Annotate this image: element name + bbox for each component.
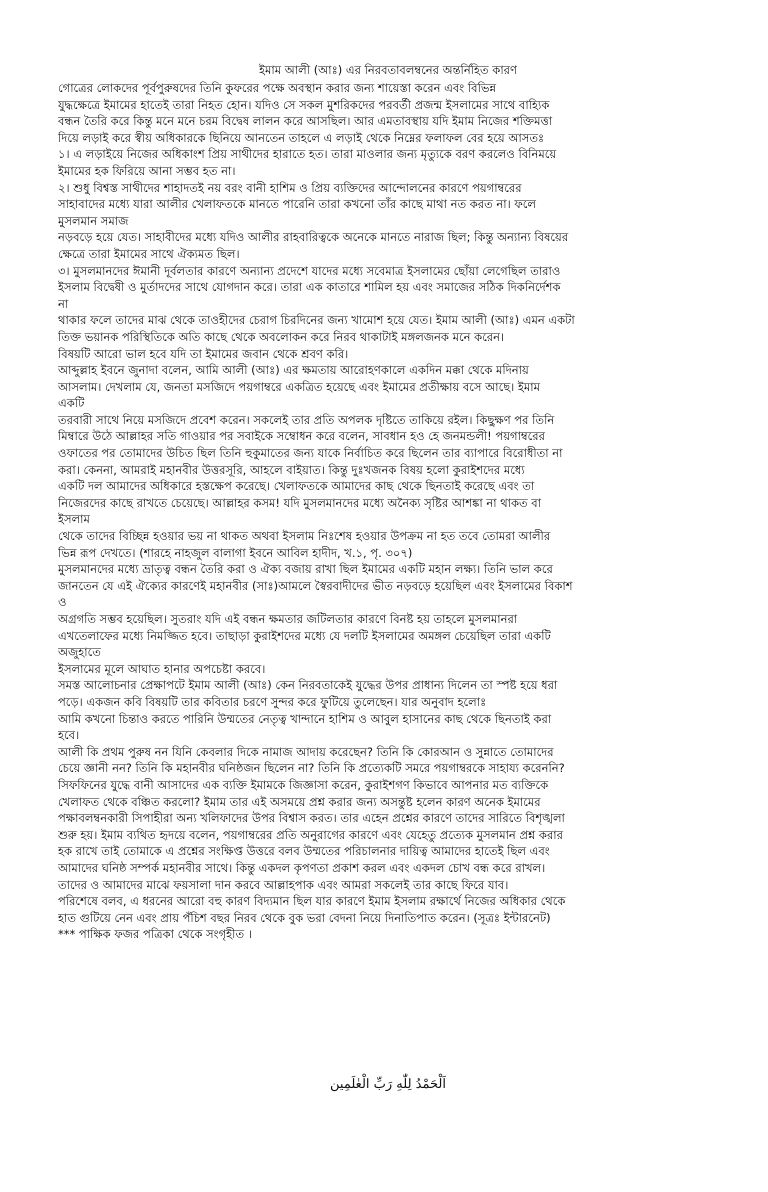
paragraph-line: আলী কি প্রথম পুরুষ নন যিনি কেবলার দিকে নামাজ আদায় করেছেন? তিনি কি কোরআন ও সুন্নাতে তোমাদের xyxy=(58,744,554,759)
paragraph-line: ইসলাম xyxy=(58,512,90,527)
paragraph-line: গোত্রের লোকদের পূর্বপুরুষদের তিনি কুফরের পক্ষে অবস্থান করার জন্য শায়েস্তা করেন এবং বিভিন্ন xyxy=(58,81,497,95)
paragraph-line: করা। কেননা, আমরাই মহানবীর উত্তরসূরি, আহলে বাইয়াত। কিন্তু দুঃখজনক বিষয় হলো কুরাইশদের মধ্যে xyxy=(58,462,525,477)
paragraph-line: ওফাতের পর তোমাদের উচিত ছিল তিনি হুকুমাতের জন্য যাকে নির্বাচিত করে ছিলেন তার ব্যাপারে বিরোধীতা না xyxy=(58,446,563,461)
paragraph-line: হাত গুটিয়ে নেন এবং প্রায় পঁচিশ বছর নিরব থেকে বুক ভরা বেদনা নিয়ে দিনাতিপাত করেন। (সূত্রঃ ইন্টারনেট) xyxy=(58,910,551,925)
paragraph-line: তাদের ও আমাদের মাঝে ফয়সালা দান করবে আল্লাহপাক এবং আমরা সকলেই তার কাছে ফিরে যাব। xyxy=(58,877,509,892)
paragraph-line: ইমামের হক ফিরিয়ে আনা সম্ভব হত না। xyxy=(58,163,236,178)
paragraph-line: পক্ষাবলম্বনকারী সিপাহীরা অন্য খলিফাদের উপর বিশ্বাস করত। তার এহেন প্রশ্নের কারণে তাদের সারিতে বিশৃঙ্খলা xyxy=(58,811,565,826)
paragraph-line: আমাদের ঘনিষ্ঠ সম্পর্ক মহানবীর সাথে। কিন্তু একদল কৃপণতা প্রকাশ করল এবং একদল চোখ বন্ধ করে রাখল। xyxy=(58,860,546,875)
paragraph-line: মুসলমানদের মধ্যে ভ্রাতৃত্ব বন্ধন তৈরি করা ও ঐক্য বজায় রাখা ছিল ইমামের একটি মহান লক্ষ্য। তিনি ভাল করে xyxy=(58,562,553,577)
paragraph-line: এখতেলাফের মধ্যে নিমজ্জিত হবে। তাছাড়া কুরাইশদের মধ্যে যে দলটি ইসলামের অমঙ্গল চেয়েছিল তারা একটি xyxy=(58,628,551,643)
paragraph-line: সমস্ত আলোচনার প্রেক্ষাপটে ইমাম আলী (আঃ) কেন নিরবতাকেই যুদ্ধের উপর প্রাধান্য দিলেন তা স্পষ্ট হয়ে ধরা xyxy=(58,678,558,693)
paragraph-line: নড়বড়ে হয়ে যেত। সাহাবীদের মধ্যে যদিও আলীর রাহবারিত্বকে অনেকে মানতে নারাজ ছিল; কিন্তু অন্যান্য বিষয়ের xyxy=(58,230,569,245)
paragraph-line: থেকে তাদের বিচ্ছিন্ন হওয়ার ভয় না থাকত অথবা ইসলাম নিঃশেষ হওয়ার উপক্রম না হত তবে তোমরা আলীর xyxy=(58,529,551,544)
paragraph-line: মিম্বারে উঠে আল্লাহর সতি গাওয়ার পর সবাইকে সম্বোধন করে বলেন, সাবধান হও হে জনমন্ডলী! পয়গাম্বরের xyxy=(58,429,545,444)
paragraph-line: পরিশেষে বলব, এ ধরনের আরো বহু কারণ বিদ্যমান ছিল যার কারণে ইমাম ইসলাম রক্ষার্থে নিজের অধিকার থেকে xyxy=(58,894,566,909)
paragraph-line: ১। এ লড়াইয়ে নিজের অধিকাংশ প্রিয় সাথীদের হারাতে হত। তারা মাওলার জন্য মৃত্যুকে বরণ করলেও বিনিময়ে xyxy=(58,147,557,162)
paragraph-line: একটি xyxy=(58,396,85,411)
paragraph-line: আসলাম। দেখলাম যে, জনতা মসজিদে পয়গাম্বরে একত্রিত হয়েছে এবং ইমামের প্রতীক্ষায় বসে আছে। ইমাম xyxy=(58,379,541,394)
paragraph-line: শুরু হয়। ইমাম ব্যথিত হৃদয়ে বলেন, পয়গাম্বরের প্রতি অনুরাগের কারণে এবং যেহেতু প্রত্যেক মুসলমান প্রশ্ন করার xyxy=(58,827,563,842)
paragraph-line: খেলাফত থেকে বঞ্চিত করলো? ইমাম তার এই অসময়ে প্রশ্ন করার জন্য অসন্তুষ্ট হলেন কারণ অনেক ইমামের xyxy=(58,794,541,809)
paragraph-line: থাকার ফলে তাদের মাঝ থেকে তাওহীদের চেরাগ চিরদিনের জন্য খামোশ হয়ে যেত। ইমাম আলী (আঃ) এমন একটা xyxy=(58,313,575,328)
document-title: ইমাম আলী (আঃ) এর নিরবতাবলম্বনের অন্তর্নিহিত কারণ xyxy=(259,63,517,77)
paragraph-line: অগ্রগতি সম্ভব হয়েছিল। সুতরাং যদি এই বন্ধন ক্ষমতার জটিলতার কারণে বিনষ্ট হয় তাহলে মুসলমানরা xyxy=(58,612,518,626)
paragraph-line: ৩। মুসলমানদের ঈমানী দূর্বলতার কারণে অন্যান্য প্রদেশে যাদের মধ্যে সবেমাত্র ইসলামের ছোঁয়া লেগেছিল তারাও xyxy=(58,263,561,278)
paragraph-line: সিফফিনের যুদ্ধে বানী আসাদের এক ব্যক্তি ইমামকে জিজ্ঞাসা করেন, কুরাইশগণ কিভাবে আপনার মত ব্যক্তিকে xyxy=(58,777,549,792)
paragraph-line: ২। শুধু বিশ্বস্ত সাথীদের শাহাদতই নয় বরং বানী হাশিম ও প্রিয় ব্যক্তিদের আন্দোলনের কারণে পয়গাম্বরের xyxy=(58,180,522,195)
paragraph-line: সাহাবাদের মধ্যে যারা আলীর খেলাফতকে মানতে পারেনি তারা কখনো তাঁর কাছে মাথা নত করত না। ফলে xyxy=(58,197,536,212)
paragraph-line: বিষয়টি আরো ভাল হবে যদি তা ইমামের জবান থেকে শ্রবণ করি। xyxy=(58,346,349,361)
paragraph-line: যুদ্ধক্ষেত্রে ইমামের হাতেই তারা নিহত হোন। যদিও সে সকল মুশরিকদের পরবর্তী প্রজন্ম ইসলামের সাথে বাহ্যিক xyxy=(58,97,550,112)
paragraph-line: একটি দল আমাদের অধিকারে হস্তক্ষেপ করেছে। খেলাফতকে আমাদের কাছ থেকে ছিনতাই করেছে এবং তা xyxy=(58,479,535,494)
paragraph-line: ক্ষেত্রে তারা ইমামের সাথে ঐক্যমত ছিল। xyxy=(58,246,240,261)
paragraph-line: তিক্ত ভয়ানক পরিস্থিতিকে অতি কাছে থেকে অবলোকন করে নিরব থাকাটাই মঙ্গলজনক মনে করেন। xyxy=(58,329,505,344)
paragraph-line: ইসলাম বিদ্বেষী ও মুর্তাদদের সাথে যোগদান করে। তারা এক কাতারে শামিল হয় এবং সমাজের সঠিক দিকনির্দেশক xyxy=(58,280,561,295)
paragraph-line: ইসলামের মূলে আঘাত হানার অপচেষ্টা করবে। xyxy=(58,661,266,676)
paragraph-line: দিয়ে লড়াই করে স্বীয় অধিকারকে ছিনিয়ে আনতেন তাহলে এ লড়াই থেকে নিম্নের ফলাফল বের হয়ে আসতঃ xyxy=(58,130,545,145)
paragraph-line: হক রাখে তাই তোমাকে এ প্রশ্নের সংক্ষিপ্ত উত্তরে বলব উম্মতের পরিচালনার দায়িত্ব আমাদের হাতেই ছিল এবং xyxy=(58,844,550,859)
paragraph-line: *** পাক্ষিক ফজর পত্রিকা থেকে সংগৃহীত । xyxy=(58,927,252,942)
paragraph-line: জানতেন যে এই ঐক্যের কারণেই মহানবীর (সাঃ)আমলে স্বৈরবাদীদের ভীত নড়বড়ে হয়েছিল এবং ইসলামের বিকাশ xyxy=(58,578,573,593)
paragraph-line: অজুহাতে xyxy=(58,645,101,660)
closing-arabic-phrase: اَلْحَمْدُ لِلّٰهِ رَبِّ الْعٰلَمِين xyxy=(330,1077,446,1092)
paragraph-line: নিজেরদের কাছে রাখতে চেয়েছে। আল্লাহর কসম! যদি মুসলমানদের মধ্যে অনৈক্য সৃষ্টির আশঙ্কা না থাকত বা xyxy=(58,495,542,510)
paragraph-line: মুসলমান সমাজ xyxy=(58,213,129,228)
paragraph-line: না xyxy=(58,296,69,311)
paragraph-line: হবে। xyxy=(58,728,80,743)
paragraph-line: আমি কখনো চিন্তাও করতে পারিনি উম্মতের নেতৃত্ব খান্দানে হাশিম ও আবুল হাসানের কাছ থেকে ছিনতাই করা xyxy=(58,711,552,726)
paragraph-line: চেয়ে জ্ঞানী নন? তিনি কি মহানবীর ঘনিষ্ঠজন ছিলেন না? তিনি কি প্রত্যেকটি সমরে পয়গাম্বরকে সাহায্য করেননি? xyxy=(58,761,565,776)
paragraph-line: তরবারী সাথে নিয়ে মসজিদে প্রবেশ করেন। সকলেই তার প্রতি অপলক দৃষ্টিতে তাকিয়ে রইল। কিছুক্ষণ পর তিনি xyxy=(58,412,555,427)
paragraph-line: পড়ে। একজন কবি বিষয়টি তার কবিতার চরণে সুন্দর করে ফুটিয়ে তুলেছেন। যার অনুবাদ হলোঃ xyxy=(58,694,487,709)
paragraph-line: ভিন্ন রূপ দেখতে। (শারহে নাহজুল বালাগা ইবনে আবিল হাদীদ, খ.১, পৃ. ৩০৭) xyxy=(58,545,413,560)
document-body xyxy=(58,80,718,943)
paragraph-line: ও xyxy=(58,595,67,610)
paragraph-line: বন্ধন তৈরি করে কিন্তু মনে মনে চরম বিদ্বেষ লালন করে আসছিল। আর এমতাবস্থায় যদি ইমাম নিজের শক্তিমত্তা xyxy=(58,114,553,129)
paragraph-line: আব্দুল্লাহ ইবনে জুনাদা বলেন, আমি আলী (আঃ) এর ক্ষমতায় আরোহণকালে একদিন মক্কা থেকে মদিনায় xyxy=(58,363,529,378)
